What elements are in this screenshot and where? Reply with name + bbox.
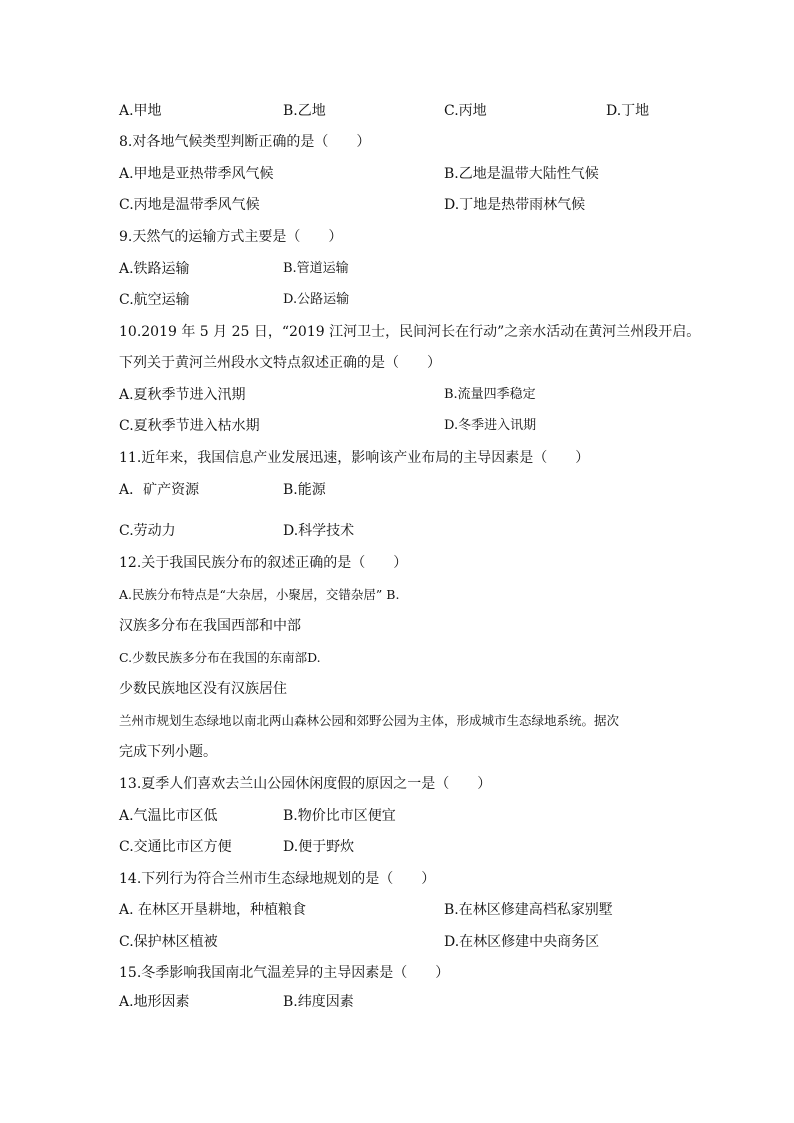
q13-option-a[interactable]: A.气温比市区低 [119, 808, 218, 824]
q15-option-a[interactable]: A.地形因素 [119, 994, 190, 1010]
q9-option-d[interactable]: D.公路运输 [283, 292, 350, 307]
q14-option-b[interactable]: B.在林区修建高档私家别墅 [444, 902, 613, 918]
q8-option-a[interactable]: A.甲地是亚热带季风气候 [119, 166, 274, 182]
q9-option-b[interactable]: B.管道运输 [283, 261, 349, 276]
q15-stem: 15.冬季影响我国南北气温差异的主导因素是（ ） [119, 965, 450, 981]
q7-option-a[interactable]: A.甲地 [119, 103, 162, 119]
q14-stem: 14.下列行为符合兰州市生态绿地规划的是（ ） [119, 871, 436, 887]
q11-stem: 11.近年来，我国信息产业发展迅速，影响该产业布局的主导因素是（ ） [119, 450, 590, 466]
q14-option-d[interactable]: D.在林区修建中央商务区 [444, 934, 600, 950]
q7-option-d[interactable]: D.丁地 [606, 103, 650, 119]
q10-option-b[interactable]: B.流量四季稳定 [444, 387, 536, 402]
q15-option-b[interactable]: B.纬度因素 [283, 994, 354, 1010]
q10-option-a[interactable]: A.夏秋季节进入汛期 [119, 387, 246, 403]
q14-option-c[interactable]: C.保护林区植被 [119, 934, 218, 950]
q7-option-c[interactable]: C.丙地 [444, 103, 487, 119]
q10-intro: 10.2019 年 5 月 25 日，“2019 江河卫士，民间河长在行动”之亲水活动在黄河兰州段开启。 [119, 324, 701, 340]
passage-line-1: 兰州市规划生态绿地以南北两山森林公园和郊野公园为主体，形成城市生态绿地系统。据次 [119, 713, 620, 728]
q8-option-c[interactable]: C.丙地是温带季风气候 [119, 197, 260, 213]
q11-option-d[interactable]: D.科学技术 [283, 523, 355, 539]
q10-option-d[interactable]: D.冬季进入讯期 [444, 418, 537, 433]
q8-stem: 8.对各地气候类型判断正确的是（ ） [119, 134, 371, 150]
q9-option-c[interactable]: C.航空运输 [119, 292, 190, 308]
q9-option-a[interactable]: A.铁路运输 [119, 261, 190, 277]
q8-option-b[interactable]: B.乙地是温带大陆性气候 [444, 166, 599, 182]
passage-line-2: 完成下列小题。 [119, 744, 217, 760]
q12-option-d[interactable]: 少数民族地区没有汉族居住 [119, 681, 287, 697]
q11-option-c[interactable]: C.劳动力 [119, 523, 176, 539]
q12-option-a[interactable]: A.民族分布特点是“大杂居，小聚居，交错杂居” B. [119, 587, 400, 602]
q11-option-b[interactable]: B.能源 [283, 482, 326, 498]
q12-option-b[interactable]: 汉族多分布在我国西部和中部 [119, 618, 301, 634]
q12-option-c[interactable]: C.少数民族多分布在我国的东南部D. [119, 650, 321, 665]
q13-stem: 13.夏季人们喜欢去兰山公园休闲度假的原因之一是（ ） [119, 776, 492, 792]
q11-option-a[interactable]: A．矿产资源 [119, 482, 200, 498]
q8-option-d[interactable]: D.丁地是热带雨林气候 [444, 197, 586, 213]
q12-stem: 12.关于我国民族分布的叙述正确的是（ ） [119, 555, 408, 571]
q9-stem: 9.天然气的运输方式主要是（ ） [119, 229, 343, 245]
q7-option-b[interactable]: B.乙地 [283, 103, 326, 119]
q14-option-a[interactable]: A. 在林区开垦耕地，种植粮食 [119, 902, 307, 918]
q13-option-b[interactable]: B.物价比市区便宜 [283, 808, 396, 824]
q10-option-c[interactable]: C.夏秋季节进入枯水期 [119, 418, 260, 434]
q10-stem: 下列关于黄河兰州段水文特点叙述正确的是（ ） [119, 355, 441, 371]
q13-option-d[interactable]: D.便于野炊 [283, 839, 355, 855]
q13-option-c[interactable]: C.交通比市区方便 [119, 839, 232, 855]
